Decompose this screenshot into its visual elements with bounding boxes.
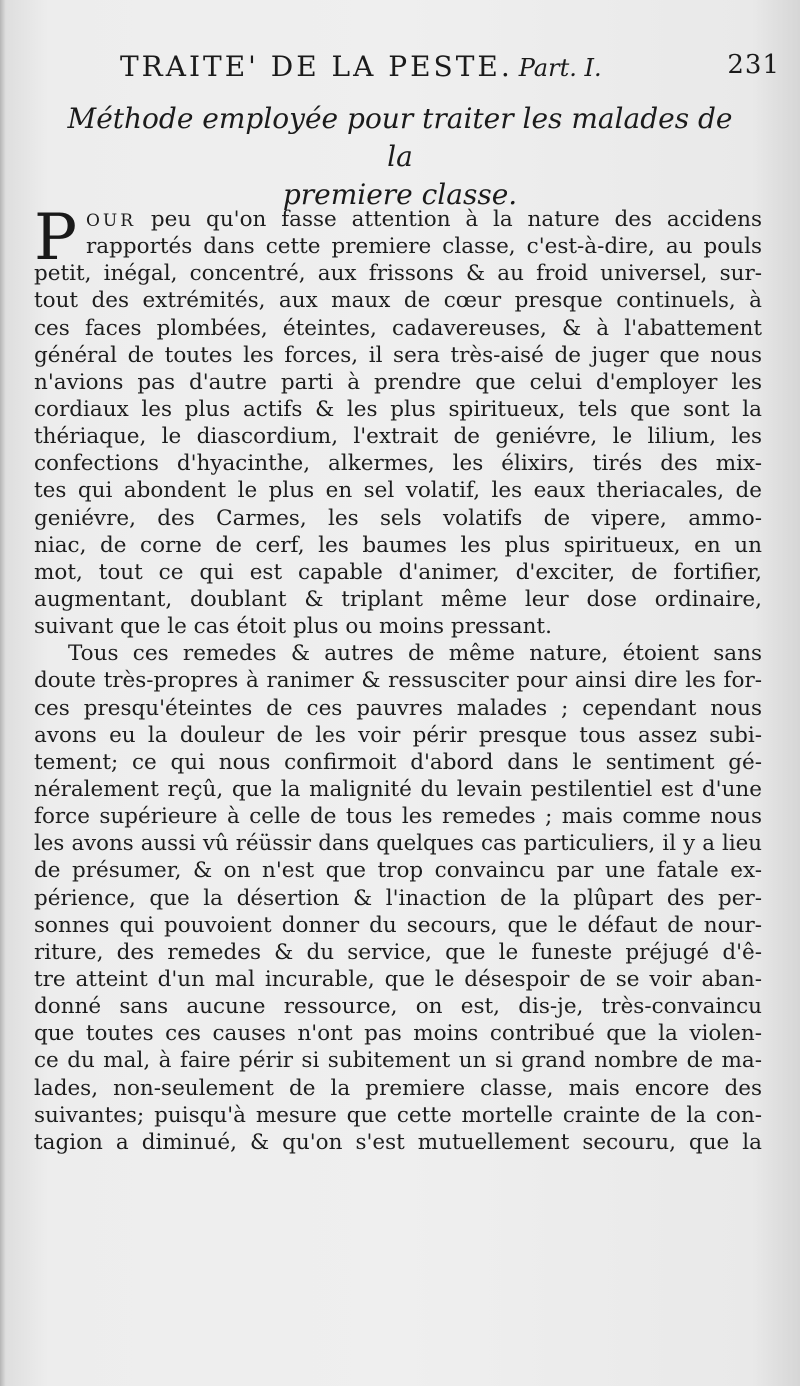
page-number: 231: [727, 50, 780, 80]
section-title-line-2: premiere classe.: [282, 178, 518, 211]
page-edge-shadow: [0, 0, 6, 1386]
drop-cap: P: [34, 201, 78, 275]
body-text: [34, 201, 762, 1156]
text-line: petit, inégal, concentré, aux frissons & au froid universel, sur-: [34, 261, 762, 287]
text-line: confections d'hyacinthe, alkermes, les élixirs, tirés des mix-: [34, 451, 762, 477]
text-line: général de toutes les forces, il sera très-aisé de juger que nous: [34, 342, 762, 368]
text-line: ces presqu'éteintes de ces pauvres malades ; cependant nous: [34, 695, 762, 721]
text-line: tement; ce qui nous confirmoit d'abord dans le sentiment gé-: [34, 749, 762, 775]
text-line: sonnes qui pouvoient donner du secours, que le défaut de nour-: [34, 912, 762, 938]
text-line: tout des extrémités, aux maux de cœur presque continuels, à: [34, 288, 762, 314]
text-line: ce du mal, à faire périr si subitement un si grand nombre de ma-: [34, 1048, 762, 1074]
paragraph-2: [34, 640, 762, 1156]
text-line: les avons aussi vû réüssir dans quelques cas particuliers, il y a lieu: [34, 831, 762, 857]
text-line: force supérieure à celle de tous les remedes ; mais comme nous: [34, 804, 762, 830]
text-line: riture, des remedes & du service, que le funeste préjugé d'ê-: [34, 939, 762, 965]
text-line: avons eu la douleur de les voir périr presque tous assez subi-: [34, 722, 762, 748]
text-line: tre atteint d'un mal incurable, que le désespoir de se voir aban-: [34, 966, 762, 992]
running-head: [120, 50, 602, 83]
opening-smallcaps: OUR: [86, 211, 137, 231]
text-line: périence, que la désertion & l'inaction de la plûpart des per-: [34, 885, 762, 911]
text-line: donné sans aucune ressource, on est, dis-je, très-convaincu: [34, 994, 762, 1020]
text-line: lades, non-seulement de la premiere classe, mais encore des: [34, 1075, 762, 1101]
running-head-part: Part. I.: [518, 54, 602, 82]
text-line: ces faces plombées, éteintes, cadavereuses, & à l'abattement: [34, 315, 762, 341]
page-header: [120, 46, 780, 90]
text-line: tes qui abondent le plus en sel volatif, les eaux theriacales, de: [34, 478, 762, 504]
text-line: de présumer, & on n'est que trop convaincu par une fatale ex-: [34, 858, 762, 884]
text-line: Tous ces remedes & autres de même nature, étoient sans: [68, 641, 762, 667]
text-line: OUR peu qu'on fasse attention à la nature des accidens: [86, 207, 762, 232]
text-line: augmentant, doublant & triplant même leur dose ordinaire,: [34, 586, 762, 612]
section-title-line-1: Méthode employée pour traiter les malades de la: [67, 102, 733, 173]
text-line: rapportés dans cette premiere classe, c'est-à-dire, au pouls: [86, 234, 762, 260]
text-line: thériaque, le diascordium, l'extrait de geniévre, le lilium, les: [34, 424, 762, 450]
text-line: suivantes; puisqu'à mesure que cette mortelle crainte de la con-: [34, 1102, 762, 1128]
running-head-title: TRAITE' DE LA PESTE.: [120, 50, 513, 83]
text-line: suivant que le cas étoit plus ou moins pressant.: [34, 614, 552, 640]
text-line: tagion a diminué, & qu'on s'est mutuellement secouru, que la: [34, 1129, 762, 1155]
text-line: que toutes ces causes n'ont pas moins contribué que la violen-: [34, 1021, 762, 1047]
text-line: geniévre, des Carmes, les sels volatifs de vipere, ammo-: [34, 505, 762, 531]
text-line: n'avions pas d'autre parti à prendre que celui d'employer les: [34, 369, 762, 395]
paragraph-1: [34, 201, 762, 640]
text-line: doute très-propres à ranimer & ressusciter pour ainsi dire les for-: [34, 668, 762, 694]
text-line: niac, de corne de cerf, les baumes les plus spiritueux, en un: [34, 532, 762, 558]
text-line: mot, tout ce qui est capable d'animer, d'exciter, de fortifier,: [34, 559, 762, 585]
text-line: néralement reçû, que la malignité du levain pestilentiel est d'une: [34, 776, 762, 802]
section-title: [60, 100, 740, 214]
text-line: cordiaux les plus actifs & les plus spiritueux, tels que sont la: [34, 396, 762, 422]
